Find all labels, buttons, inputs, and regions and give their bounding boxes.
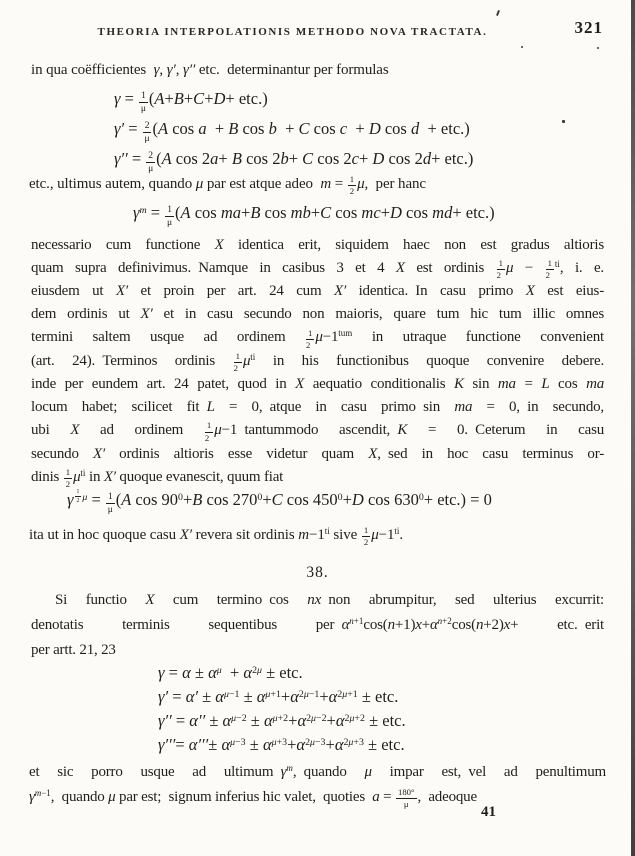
sheet-number: 41 xyxy=(481,804,496,820)
scan-speck xyxy=(597,47,599,49)
formula-block-alpha-series xyxy=(158,661,406,757)
text-line: denotatis terminis sequentibus per $\alpha^{n+1}\cos(n+1)x+\alpha^{n+2}\cos(n+2)x+$ etc. erit xyxy=(31,616,605,633)
scan-speck xyxy=(496,10,500,16)
text-line: per artt. 21, 23 xyxy=(31,642,116,658)
fraction: $\frac{2}{\mu}$ xyxy=(144,119,150,144)
text-line: γ′′ = $\frac{2}{\mu}$ (A cos 2a+ B cos 2b+ C cos 2c+ D cos 2d+ etc.) xyxy=(114,148,474,174)
fraction: $\frac{1}{2}$ xyxy=(545,258,552,281)
fraction: $\frac{1}{\mu}$ xyxy=(107,490,113,515)
intro-line: in qua coëfficientes γ, γ′, γ′′ etc. determinantur per formulas xyxy=(31,62,389,78)
page-number: 321 xyxy=(574,18,603,37)
text-line: dem ordinis ut X′ et in casu secundo non maioris, quare tum hic tum illic omnes xyxy=(31,306,604,323)
fraction: $\frac{2}{\mu}$ xyxy=(148,149,154,174)
formula-gamma-m: $\gamma^m$ = $\frac{1}{\mu}$ (A cos ma+B cos mb+C cos mc+D cos md+ etc.) xyxy=(133,203,495,228)
text-line: secundo X′ ordinis altioris esse videtur quam X, sed in hoc casu terminus or- xyxy=(31,445,605,462)
text-line: et sic porro usque ad ultimum $\gamma^m$, quando μ impar est, vel ad penultimum xyxy=(29,763,606,780)
text-line: (art. 24). Terminos ordinis $\frac{1}{2}$ $\mu^{ti}$ in his functionibus quoque convenire debere. xyxy=(31,351,604,374)
formula-gamma-half-mu: γ $^{\frac{1}{2} \mu}$ = $\frac{1}{\mu}$ (A $\cos 90^0+B$ $\cos 270^0+C$ $\cos 450^0+D$ $\cos 630^0+ etc.) = 0$ xyxy=(67,489,492,515)
text-line: dinis $\frac{1}{2}$ $\mu^{ti}$ in X′ quoque evanescit, quum fiat xyxy=(31,466,284,489)
fraction: $\frac{1}{2}$ xyxy=(65,466,71,489)
formula-block-gamma-cos xyxy=(114,84,473,174)
fraction: $\frac{1}{2}$ xyxy=(233,351,240,374)
scan-edge-shadow xyxy=(631,0,635,856)
paragraph-1 xyxy=(31,234,604,489)
scan-speck xyxy=(562,120,565,123)
fraction: $\frac{1}{\mu}$ xyxy=(140,89,147,114)
scan-speck xyxy=(521,46,523,48)
section-heading: 38. xyxy=(306,564,329,581)
text-line: locum habet; scilicet fit L = 0, atque in casu primo sin ma = 0, in secundo, xyxy=(31,399,604,416)
ultimus-line: etc., ultimus autem, quando μ par est atque adeo m = $\frac{1}{2}$ μ, per hanc xyxy=(29,174,426,197)
text-line: $\gamma'''= \alpha'''\pm \alpha^{\mu-3} \pm \alpha^{\mu+3}+\alpha^{2\mu-3}+\alpha^{2\mu+3}$ ± etc. xyxy=(158,735,405,754)
fraction: $\frac{1}{2}$ xyxy=(349,174,355,197)
fraction: $\frac{1}{2}$ xyxy=(306,327,313,350)
paragraph-3 xyxy=(29,760,606,810)
fraction: $\frac{1}{2}$ xyxy=(363,525,369,548)
text-line: γ = $\frac{1}{\mu}$ (A+B+C+D+ etc.) xyxy=(114,89,268,114)
paragraph-2 xyxy=(31,588,604,663)
text-line: eiusdem ut X′ et proin per art. 24 cum X′ identica. In casu primo X est eius- xyxy=(31,283,604,300)
text-line: $\gamma' = \alpha' \pm \alpha^{\mu-1} \pm \alpha^{\mu+1}+\alpha^{2\mu-1}+\alpha^{2\mu+1}$ ± etc. xyxy=(158,687,399,706)
ita-ut-line: ita ut in hoc quoque casu X′ revera sit ordinis $m-1^{ti}$ sive $\frac{1}{2}$ $\mu-1^{ti}$. xyxy=(29,525,404,548)
text-line: ubi X ad ordinem $\frac{1}{2}$ μ−1 tantummodo ascendit, K = 0. Ceterum in casu xyxy=(31,420,605,443)
fraction: $\frac{180^\circ}{\mu}$ xyxy=(397,787,415,810)
text-line: inde per eundem art. 24 patet, quod in X aequatio conditionalis K sin ma = L cos ma xyxy=(31,376,604,393)
fraction: $\frac{1}{2}$ xyxy=(496,258,503,281)
running-header: THEORIA INTERPOLATIONIS METHODO NOVA TRACTATA. xyxy=(97,26,488,38)
text-line: $\gamma = \alpha \pm \alpha^\mu$ + $\alpha^{2\mu}$ ± etc. xyxy=(158,663,303,682)
text-line: γ′ = $\frac{2}{\mu}$ (A cos a + B cos b + C cos c + D cos d + etc.) xyxy=(114,118,470,144)
fraction: $\frac{1}{\mu}$ xyxy=(167,203,173,228)
fraction: $\frac{1}{2}$ xyxy=(204,420,212,443)
text-line: termini saltem usque ad ordinem $\frac{1}{2}$ $\mu-1^{tum}$ in utraque functione convenient xyxy=(31,327,605,350)
text-line: necessario cum functione X identica erit, siquidem haec non est gradus altioris xyxy=(31,237,604,253)
text-line: $\gamma^{m-1}$, quando μ par est; signum inferius hic valet, quoties a = $\frac{180^\circ}{\mu}$ , adeoque xyxy=(29,787,477,810)
text-line: Si functio X cum termino cos nx non abrumpitur, sed ulterius excurrit: xyxy=(55,592,604,608)
text-line: quam supra definivimus. Namque in casibus 3 et 4 X est ordinis $\frac{1}{2}$ μ − $\frac{1}{2}$ $^{ti}$, i. e. xyxy=(31,258,604,281)
text-line: $\gamma'' = \alpha'' \pm \alpha^{\mu-2} \pm \alpha^{\mu+2}+\alpha^{2\mu-2}+\alpha^{2\mu+2}$ ± etc. xyxy=(158,711,406,730)
fraction: $\frac{1}{2}$ xyxy=(76,489,80,505)
